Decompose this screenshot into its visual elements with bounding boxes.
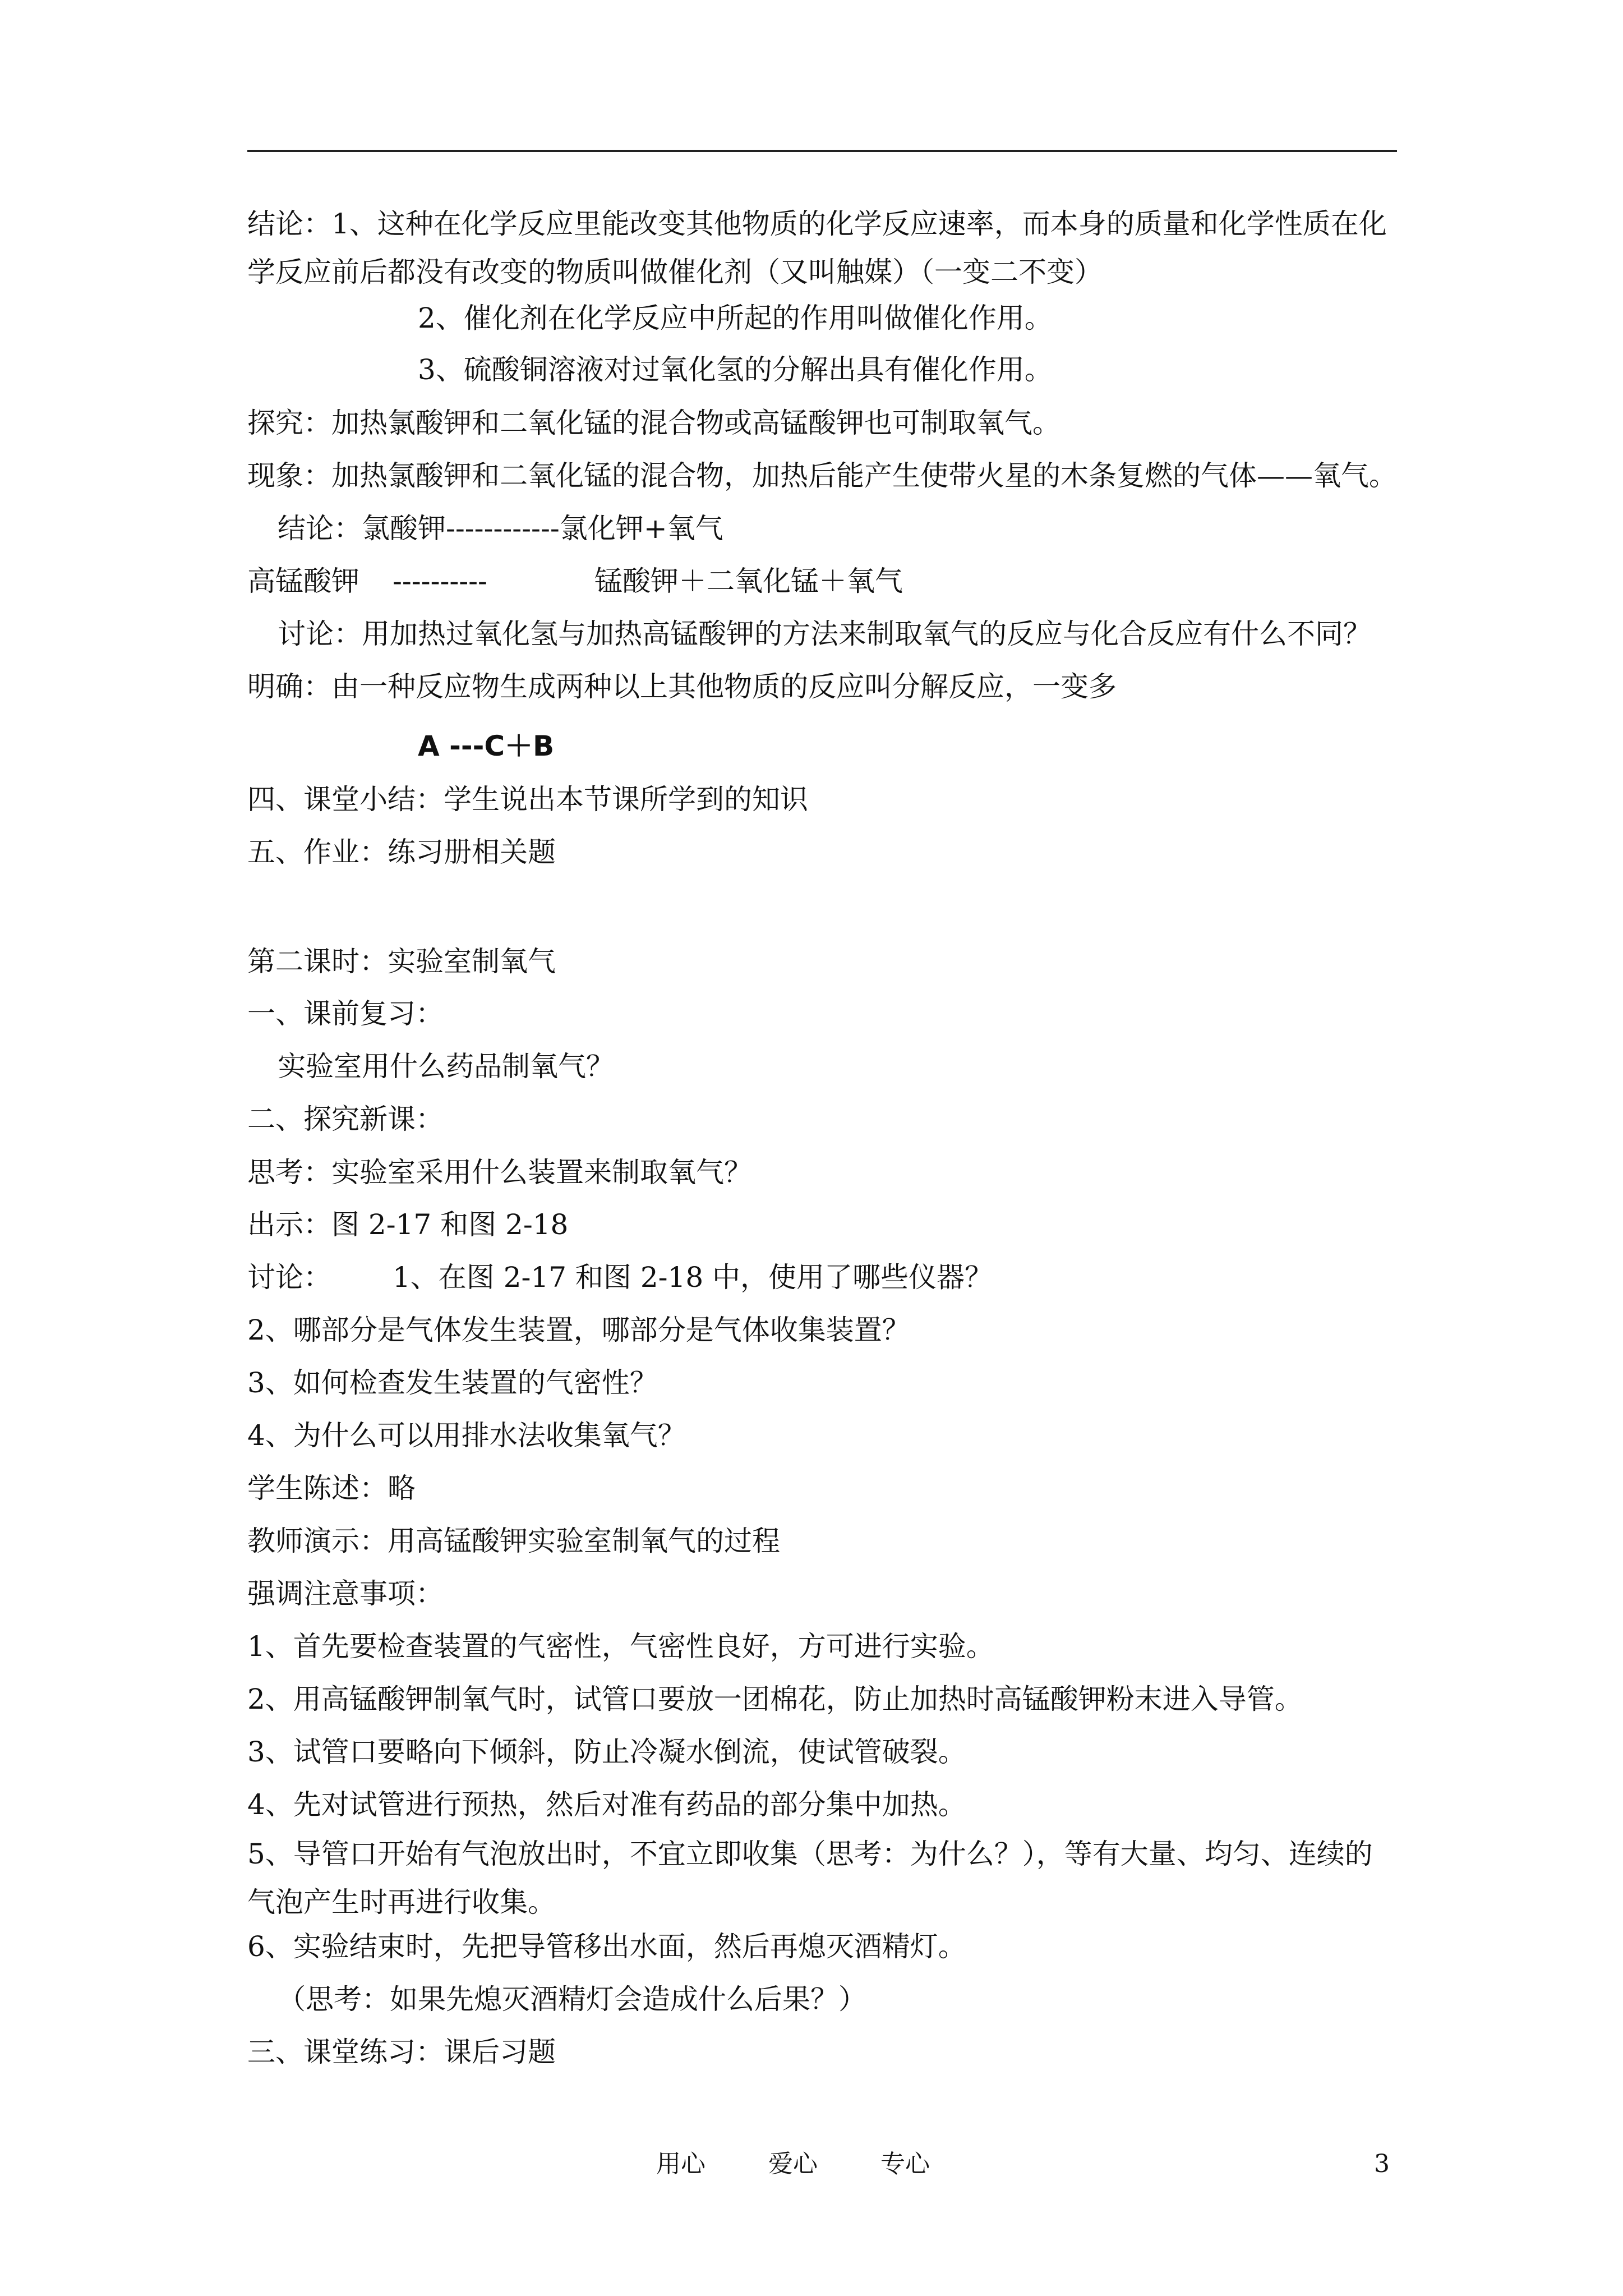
clarify-line: 明确：由一种反应物生成两种以上其他物质的反应叫分解反应，一变多 [247, 670, 1117, 703]
conclusion-copper-sulfate: 3、硫酸铜溶液对过氧化氢的分解出具有催化作用。 [418, 353, 1053, 386]
note-6: 6、实验结束时，先把导管移出水面，然后再熄灭酒精灯。 [247, 1930, 966, 1963]
section-review: 一、课前复习： [247, 997, 444, 1030]
page-number: 3 [1374, 2150, 1390, 2178]
discuss-label: 讨论： [247, 1261, 331, 1294]
discuss-question-1: 1、在图 2-17 和图 2-18 中，使用了哪些仪器？ [393, 1261, 993, 1294]
footer-motto-3: 专心 [880, 2150, 930, 2178]
note-3: 3、试管口要略向下倾斜，防止冷凝水倒流，使试管破裂。 [247, 1736, 966, 1768]
review-question: 实验室用什么药品制氧气？ [278, 1050, 614, 1083]
footer-motto-1: 用心 [656, 2150, 706, 2178]
think-line: 思考：实验室采用什么装置来制取氧气？ [247, 1156, 752, 1189]
note-2: 2、用高锰酸钾制氧气时，试管口要放一团棉花，防止加热时高锰酸钾粉末进入导管。 [247, 1683, 1303, 1715]
equation-kmno4-products: 锰酸钾＋二氧化锰＋氧气 [594, 565, 903, 597]
equation-kmno4-arrow: ---------- [393, 565, 487, 597]
conclusion-equation-kclo3: 结论：氯酸钾------------氯化钾+氧气 [278, 512, 723, 545]
discuss-question-2: 2、哪部分是气体发生装置，哪部分是气体收集装置？ [247, 1314, 910, 1346]
section-new-lesson: 二、探究新课： [247, 1103, 444, 1135]
note-5: 5、导管口开始有气泡放出时，不宜立即收集（思考：为什么？），等有大量、均匀、连续的气泡产生时再进行收集。 [247, 1838, 1373, 1918]
discuss-question-4: 4、为什么可以用排水法收集氧气？ [247, 1419, 686, 1452]
equation-kmno4-reactant: 高锰酸钾 [247, 565, 359, 597]
discussion-line: 讨论：用加热过氧化氢与加热高锰酸钾的方法来制取氧气的反应与化合反应有什么不同？ [278, 618, 1371, 650]
section-homework: 五、作业：练习册相关题 [247, 836, 556, 868]
footer-motto-2: 爱心 [768, 2150, 818, 2178]
section-summary: 四、课堂小结：学生说出本节课所学到的知识 [247, 783, 808, 816]
notes-heading: 强调注意事项： [247, 1577, 444, 1610]
conclusion-catalysis: 2、催化剂在化学反应中所起的作用叫做催化作用。 [418, 302, 1053, 334]
note-6-think: （思考：如果先熄灭酒精灯会造成什么后果？） [278, 1983, 866, 2016]
note-4: 4、先对试管进行预热，然后对准有药品的部分集中加热。 [247, 1788, 966, 1821]
teacher-demo: 教师演示：用高锰酸钾实验室制氧气的过程 [247, 1525, 780, 1557]
note-1: 1、首先要检查装置的气密性，气密性良好，方可进行实验。 [247, 1630, 994, 1663]
header-rule [247, 150, 1397, 152]
conclusion-catalyst-definition: 结论：1、这种在化学反应里能改变其他物质的化学反应速率，而本身的质量和化学性质在化学反应前后都没有改变的物质叫做催化剂（又叫触媒）（一变二不变） [247, 208, 1387, 288]
show-line: 出示：图 2-17 和图 2-18 [247, 1208, 569, 1241]
lesson2-title: 第二课时：实验室制氧气 [247, 945, 556, 978]
explore-line: 探究：加热氯酸钾和二氧化锰的混合物或高锰酸钾也可制取氧气。 [247, 407, 1061, 439]
section-practice: 三、课堂练习：课后习题 [247, 2036, 556, 2068]
decomposition-formula: A ---C＋B [418, 730, 555, 762]
discuss-question-3: 3、如何检查发生装置的气密性？ [247, 1366, 658, 1399]
student-statement: 学生陈述：略 [247, 1472, 416, 1504]
phenomenon-line: 现象：加热氯酸钾和二氧化锰的混合物，加热后能产生使带火星的木条复燃的气体——氧气。 [247, 459, 1397, 492]
